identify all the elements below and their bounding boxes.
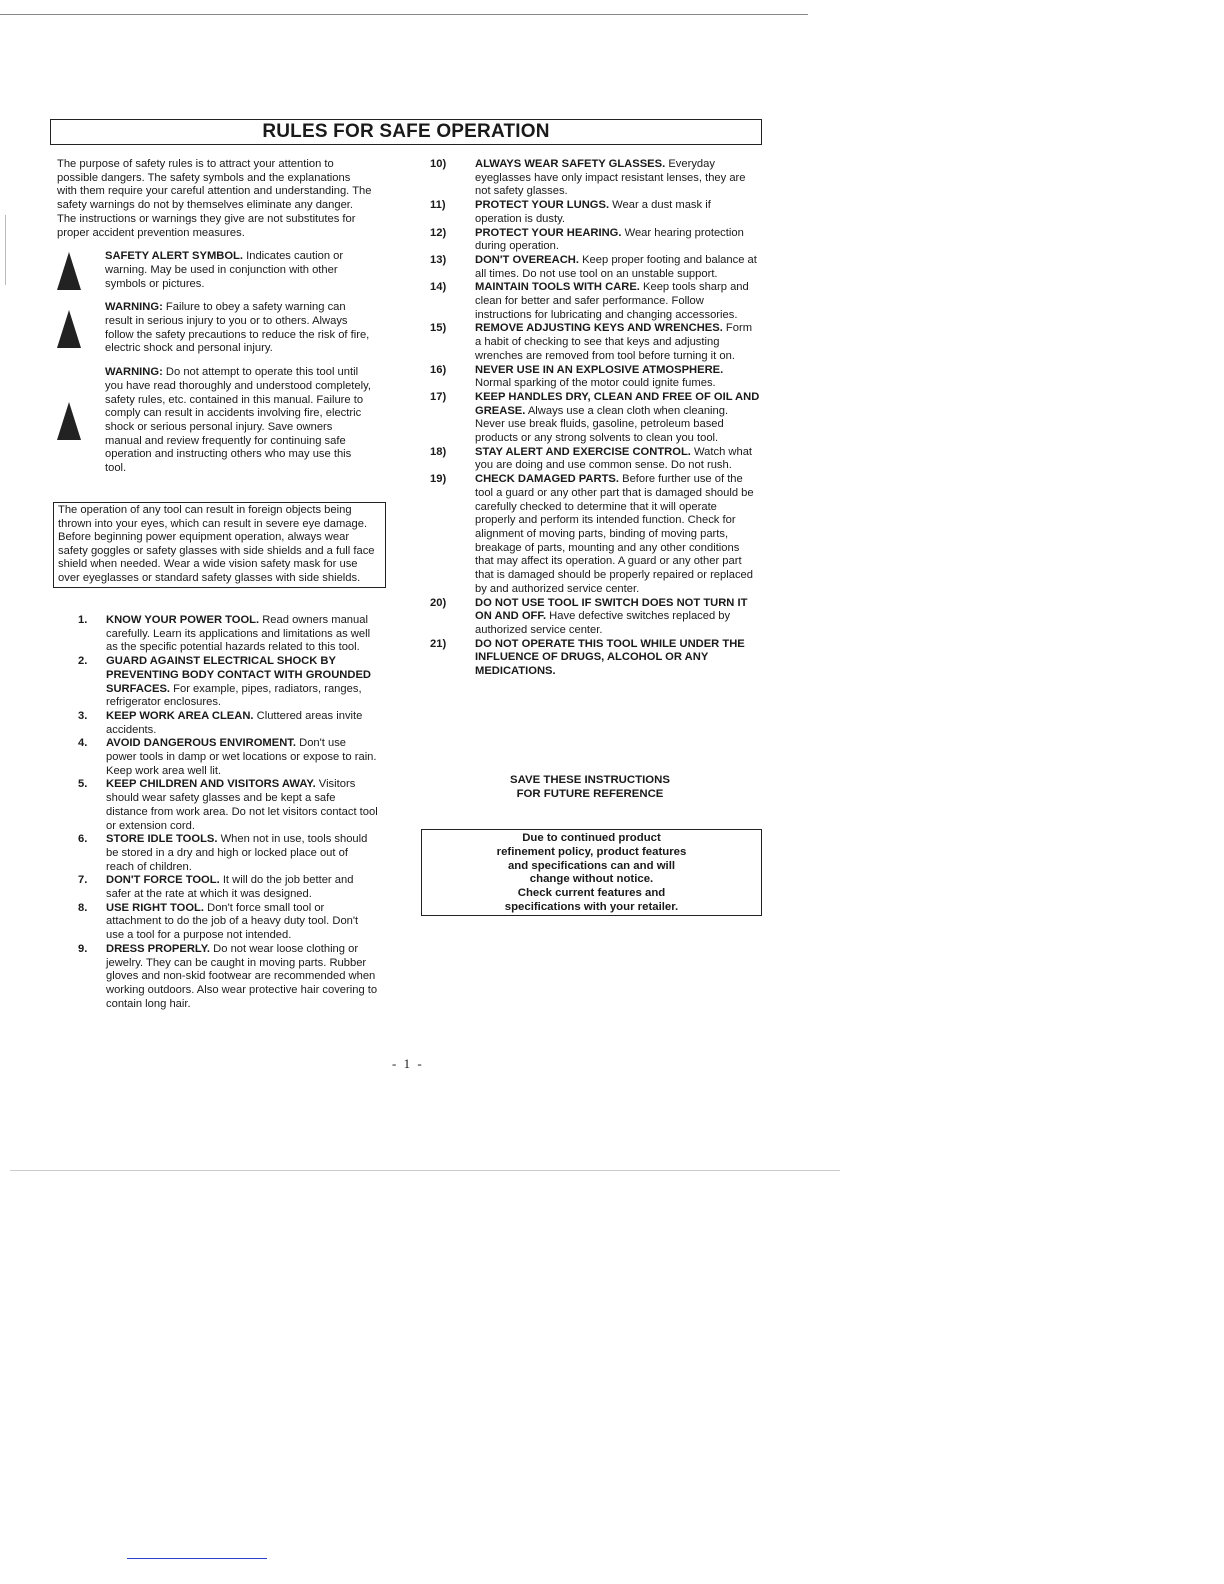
list-item: 2. GUARD AGAINST ELECTRICAL SHOCK BY PREVENTING BODY CONTACT WITH GROUNDED SURFACES. For example, pipes, radiators, ranges, refrigerator enclosures. — [78, 655, 371, 709]
save-line-1: SAVE THESE INSTRUCTIONS — [510, 774, 670, 786]
symbol-heading: WARNING: — [105, 366, 163, 379]
list-item: 6. STORE IDLE TOOLS. When not in use, tools should be stored in a dry and high or locked place out of reach of children. — [78, 833, 368, 873]
notice-line: Due to continued product — [522, 832, 661, 844]
warning-triangle-icon — [57, 310, 81, 348]
rules-list-right — [430, 158, 760, 679]
link-underline — [127, 1558, 267, 1559]
save-line-2: FOR FUTURE REFERENCE — [516, 788, 664, 800]
intro-paragraph: The purpose of safety rules is to attract your attention to possible dangers. The safety symbols and the explanations with them require your careful attention and understanding. The safety warnings do not by themselves eliminate any danger. The instructions or warnings they give are not substitutes for proper accident prevention measures. — [57, 158, 372, 239]
list-item: 13) DON'T OVEREACH. Keep proper footing and balance at all times. Do not use tool on an unstable support. — [430, 253, 757, 280]
list-item: 18) STAY ALERT AND EXERCISE CONTROL. Watch what you are doing and use common sense. Do not rush. — [430, 445, 753, 472]
list-item: 7. DON'T FORCE TOOL. It will do the job better and safer at the rate at which it was designed. — [78, 874, 354, 901]
warning-block-2 — [57, 366, 377, 476]
page-title: RULES FOR SAFE OPERATION — [50, 119, 762, 145]
notice-line: specifications with your retailer. — [504, 900, 679, 913]
list-item: 8. USE RIGHT TOOL. Don't force small tool or attachment to do the job of a heavy duty tool. Don't use a tool for a purpose not intended. — [78, 901, 359, 942]
notice-line: refinement policy, product features — [496, 845, 687, 858]
list-item: 12) PROTECT YOUR HEARING. Wear hearing protection during operation. — [430, 226, 744, 253]
symbol-text: Do not attempt to operate this tool until you have read thoroughly and understood completely, safety rules, etc. contained in this manual. Failure to comply can result in accidents involving fire, electric shock or serious personal injury. Save owners manual and review frequently for continuing safe operation and instructing others who may use this tool. — [105, 366, 371, 475]
list-item: 14) MAINTAIN TOOLS WITH CARE. Keep tools sharp and clean for better and safer performance. Follow instructions for lubricating and changing accessories. — [430, 281, 749, 321]
list-item: 10) ALWAYS WEAR SAFETY GLASSES. Everyday eyeglasses have only impact resistant lenses, they are not safety glasses. — [430, 158, 746, 198]
save-instructions — [430, 773, 750, 801]
list-item: 19) CHECK DAMAGED PARTS. Before further use of the tool a guard or any other part that is damaged should be carefully checked to determine that it will operate properly and perform its intended function. Check for alignment of moving parts, binding of moving parts, breakage of parts, mounting and any other conditions that may affect its operation. A guard or any other part that is damaged should be properly repaired or replaced by and authorized service center. — [430, 473, 754, 595]
page-number: - 1 - — [392, 1056, 424, 1071]
list-item: 3. KEEP WORK AREA CLEAN. Cluttered areas invite accidents. — [78, 709, 363, 736]
list-item: 1. KNOW YOUR POWER TOOL. Read owners manual carefully. Learn its applications and limitations as well as the specific potential hazards related to this tool. — [78, 614, 371, 654]
list-item: 21) DO NOT OPERATE THIS TOOL WHILE UNDER THE INFLUENCE OF DRUGS, ALCOHOL OR ANY MEDICATIONS. — [430, 637, 745, 678]
notice-line: Check current features and — [517, 887, 666, 900]
symbol-heading: SAFETY ALERT SYMBOL. — [105, 250, 243, 263]
eye-protection-box: The operation of any tool can result in foreign objects being thrown into your eyes, which can result in severe eye damage. Before beginning power equipment operation, always wear safety goggles or safety glasses with side shields and a full face shield when needed. Wear a wide vision safety mask for use over eyeglasses or standard safety glasses with side shields. — [53, 502, 386, 588]
warning-block-1 — [57, 301, 377, 356]
warning-triangle-icon — [57, 402, 81, 440]
symbol-text: Indicates caution or warning. May be used in conjunction with other symbols or pictures. — [105, 250, 344, 290]
list-item: 17) KEEP HANDLES DRY, CLEAN AND FREE OF OIL AND GREASE. Always use a clean cloth when cleaning. Never use break fluids, gasoline, petroleum based products or any strong solvents to clean you tool. — [430, 390, 760, 445]
warning-triangle-icon — [57, 252, 81, 290]
list-item: 16) NEVER USE IN AN EXPLOSIVE ATMOSPHERE. Normal sparking of the motor could ignite fumes. — [430, 363, 724, 390]
top-rule — [0, 14, 808, 15]
safety-alert-symbol-block — [57, 250, 377, 291]
notice-line: change without notice. — [529, 873, 654, 886]
list-item: 15) REMOVE ADJUSTING KEYS AND WRENCHES. Form a habit of checking to see that keys and adjusting wrenches are removed from tool before turning it on. — [430, 322, 753, 362]
left-column — [57, 158, 377, 476]
scan-edge-mark — [5, 215, 9, 285]
list-item: 11) PROTECT YOUR LUNGS. Wear a dust mask if operation is dusty. — [430, 199, 711, 225]
list-item: 4. AVOID DANGEROUS ENVIROMENT. Don't use power tools in damp or wet locations or expose to rain. Keep work area well lit. — [78, 737, 377, 777]
list-item: 9. DRESS PROPERLY. Do not wear loose clothing or jewelry. They can be caught in moving parts. Rubber gloves and non-skid footwear are recommended when working outdoors. Also wear protective hair covering to contain long hair. — [78, 942, 378, 1010]
list-item: 5. KEEP CHILDREN AND VISITORS AWAY. Visitors should wear safety glasses and be kept a safe distance from work area. Do not let visitors contact tool or extension cord. — [78, 778, 378, 832]
bottom-rule — [10, 1170, 840, 1171]
symbol-heading: WARNING: — [105, 301, 163, 314]
product-notice-box — [421, 829, 762, 916]
rules-list-left — [78, 614, 378, 1011]
list-item: 20) DO NOT USE TOOL IF SWITCH DOES NOT TURN IT ON AND OFF. Have defective switches replaced by authorized service center. — [430, 596, 748, 636]
notice-line: and specifications can and will — [507, 859, 676, 872]
symbol-text: Failure to obey a safety warning can result in serious injury to you or to others. Always follow the safety precautions to reduce the risk of fire, electric shock and personal injury. — [105, 301, 370, 355]
